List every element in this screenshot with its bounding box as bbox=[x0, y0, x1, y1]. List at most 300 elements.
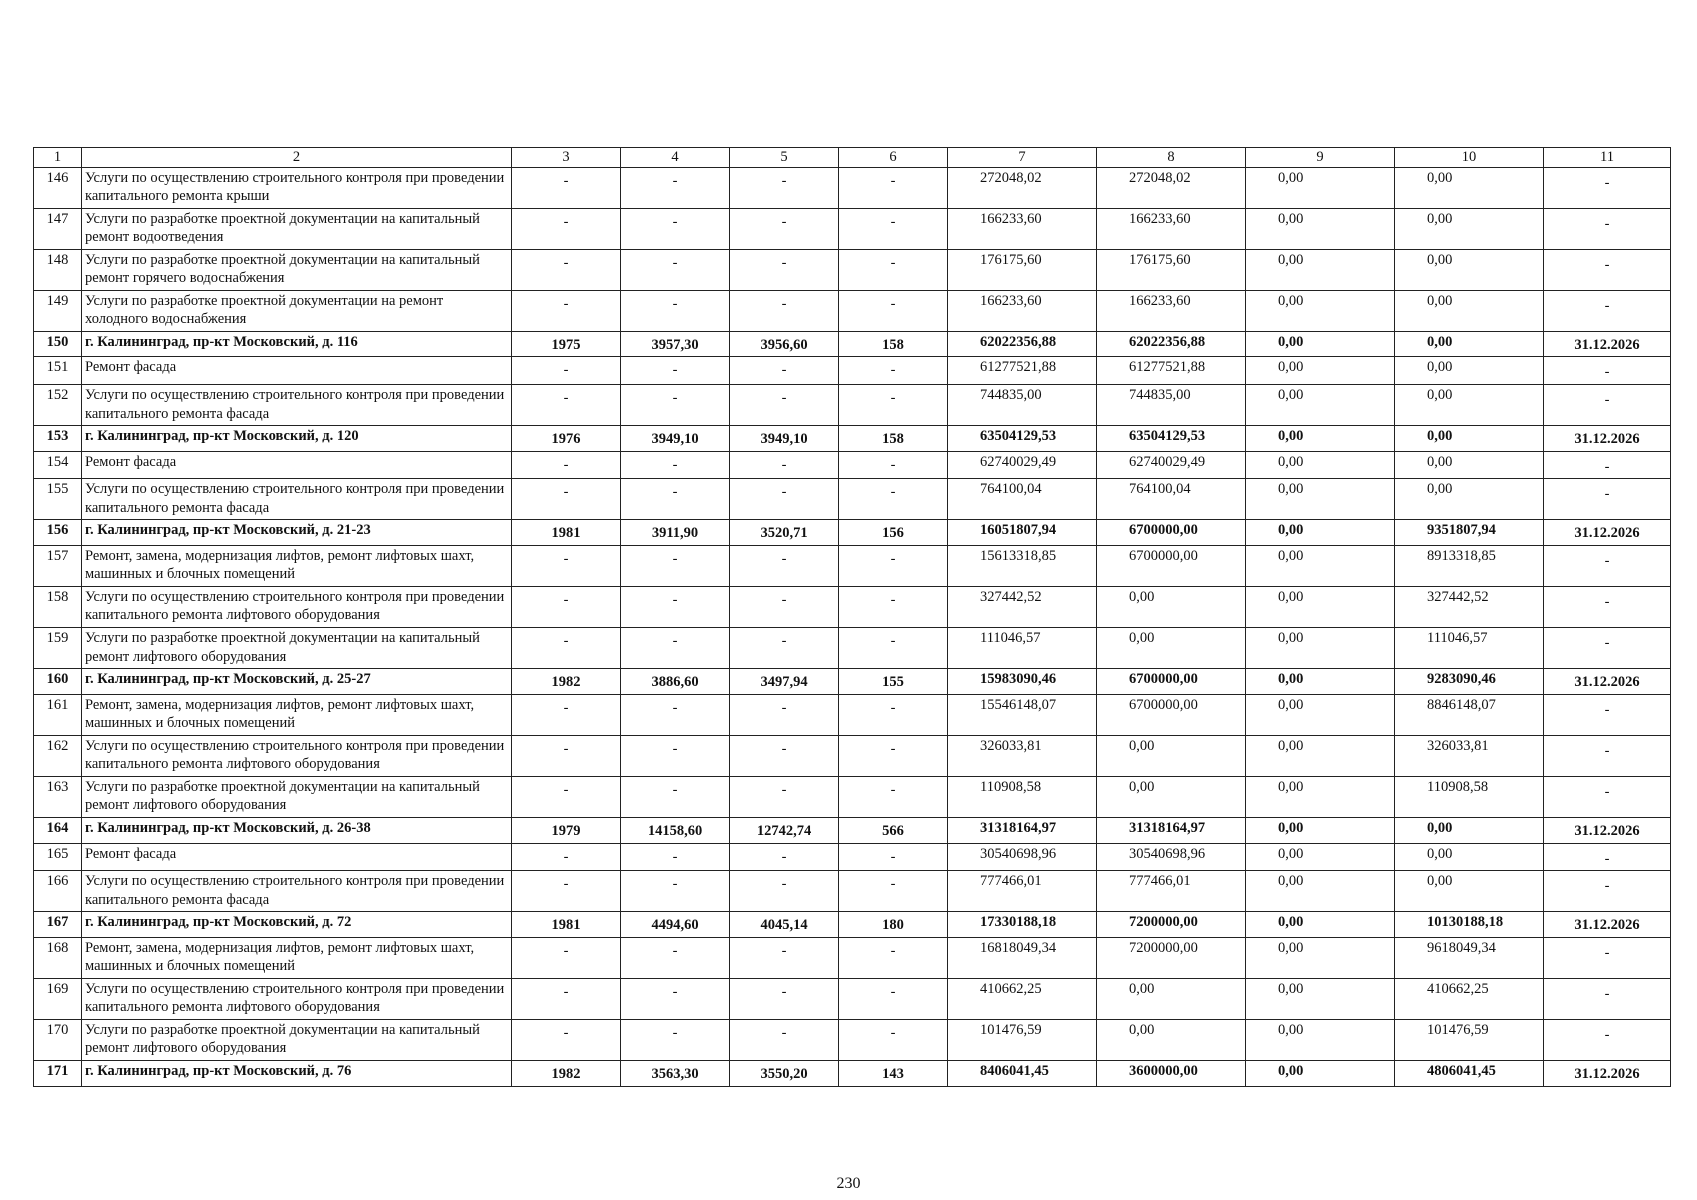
col-7-cell: 764100,04 bbox=[948, 479, 1097, 520]
col-10-cell: 0,00 bbox=[1395, 451, 1544, 479]
col-7-cell: 31318164,97 bbox=[948, 817, 1097, 843]
col-6-cell: 566 bbox=[839, 817, 948, 843]
row-number-cell: 168 bbox=[34, 937, 82, 978]
col-6-cell: - bbox=[839, 545, 948, 586]
item-name-cell: г. Калининград, пр-кт Московский, д. 26-38 bbox=[82, 817, 512, 843]
item-name-cell: Ремонт фасада bbox=[82, 357, 512, 385]
address-row bbox=[34, 817, 1671, 843]
row-number-cell: 163 bbox=[34, 776, 82, 817]
column-header: 7 bbox=[948, 148, 1097, 168]
col-6-cell: 180 bbox=[839, 912, 948, 938]
col-11-cell: - bbox=[1544, 776, 1671, 817]
col-5-cell: - bbox=[730, 871, 839, 912]
col-7-cell: 166233,60 bbox=[948, 208, 1097, 249]
col-4-cell: - bbox=[621, 694, 730, 735]
col-6-cell: 155 bbox=[839, 669, 948, 695]
col-10-cell: 0,00 bbox=[1395, 426, 1544, 452]
col-3-cell: 1976 bbox=[512, 426, 621, 452]
col-4-cell: - bbox=[621, 385, 730, 426]
col-11-cell: - bbox=[1544, 1019, 1671, 1060]
col-9-cell: 0,00 bbox=[1246, 628, 1395, 669]
col-8-cell: 166233,60 bbox=[1097, 290, 1246, 331]
col-7-cell: 327442,52 bbox=[948, 586, 1097, 627]
row-number-cell: 156 bbox=[34, 520, 82, 546]
row-number-cell: 149 bbox=[34, 290, 82, 331]
col-10-cell: 110908,58 bbox=[1395, 776, 1544, 817]
col-6-cell: 158 bbox=[839, 331, 948, 357]
row-number-cell: 146 bbox=[34, 167, 82, 208]
address-row bbox=[34, 1060, 1671, 1086]
col-6-cell: 156 bbox=[839, 520, 948, 546]
col-11-cell: - bbox=[1544, 545, 1671, 586]
col-7-cell: 17330188,18 bbox=[948, 912, 1097, 938]
col-9-cell: 0,00 bbox=[1246, 871, 1395, 912]
col-4-cell: - bbox=[621, 843, 730, 871]
item-name-cell: г. Калининград, пр-кт Московский, д. 76 bbox=[82, 1060, 512, 1086]
work-item-row bbox=[34, 1019, 1671, 1060]
item-name-cell: Услуги по осуществлению строительного контроля при проведении капитального ремонта фасада bbox=[82, 479, 512, 520]
row-number-cell: 155 bbox=[34, 479, 82, 520]
work-item-row bbox=[34, 735, 1671, 776]
column-header: 2 bbox=[82, 148, 512, 168]
col-3-cell: - bbox=[512, 208, 621, 249]
col-9-cell: 0,00 bbox=[1246, 912, 1395, 938]
col-5-cell: - bbox=[730, 249, 839, 290]
col-5-cell: 3956,60 bbox=[730, 331, 839, 357]
row-number-cell: 159 bbox=[34, 628, 82, 669]
item-name-cell: Ремонт фасада bbox=[82, 451, 512, 479]
col-6-cell: - bbox=[839, 978, 948, 1019]
col-9-cell: 0,00 bbox=[1246, 208, 1395, 249]
work-item-row bbox=[34, 776, 1671, 817]
col-11-cell: - bbox=[1544, 871, 1671, 912]
col-11-cell: - bbox=[1544, 735, 1671, 776]
col-9-cell: 0,00 bbox=[1246, 545, 1395, 586]
col-10-cell: 0,00 bbox=[1395, 871, 1544, 912]
col-10-cell: 9283090,46 bbox=[1395, 669, 1544, 695]
col-5-cell: - bbox=[730, 290, 839, 331]
col-5-cell: - bbox=[730, 545, 839, 586]
col-5-cell: 3520,71 bbox=[730, 520, 839, 546]
col-10-cell: 0,00 bbox=[1395, 479, 1544, 520]
work-item-row bbox=[34, 451, 1671, 479]
work-item-row bbox=[34, 290, 1671, 331]
col-10-cell: 0,00 bbox=[1395, 843, 1544, 871]
col-4-cell: - bbox=[621, 628, 730, 669]
work-item-row bbox=[34, 385, 1671, 426]
col-4-cell: - bbox=[621, 290, 730, 331]
col-10-cell: 8846148,07 bbox=[1395, 694, 1544, 735]
col-7-cell: 110908,58 bbox=[948, 776, 1097, 817]
col-3-cell: 1982 bbox=[512, 1060, 621, 1086]
col-8-cell: 0,00 bbox=[1097, 628, 1246, 669]
col-9-cell: 0,00 bbox=[1246, 290, 1395, 331]
row-number-cell: 169 bbox=[34, 978, 82, 1019]
col-8-cell: 62740029,49 bbox=[1097, 451, 1246, 479]
col-10-cell: 0,00 bbox=[1395, 331, 1544, 357]
col-6-cell: - bbox=[839, 479, 948, 520]
col-10-cell: 101476,59 bbox=[1395, 1019, 1544, 1060]
row-number-cell: 151 bbox=[34, 357, 82, 385]
col-7-cell: 63504129,53 bbox=[948, 426, 1097, 452]
col-9-cell: 0,00 bbox=[1246, 479, 1395, 520]
row-number-cell: 158 bbox=[34, 586, 82, 627]
row-number-cell: 170 bbox=[34, 1019, 82, 1060]
col-5-cell: 3497,94 bbox=[730, 669, 839, 695]
col-3-cell: - bbox=[512, 843, 621, 871]
col-4-cell: 3949,10 bbox=[621, 426, 730, 452]
row-number-cell: 171 bbox=[34, 1060, 82, 1086]
col-6-cell: - bbox=[839, 843, 948, 871]
col-8-cell: 62022356,88 bbox=[1097, 331, 1246, 357]
col-7-cell: 326033,81 bbox=[948, 735, 1097, 776]
work-item-row bbox=[34, 871, 1671, 912]
col-10-cell: 0,00 bbox=[1395, 167, 1544, 208]
col-8-cell: 31318164,97 bbox=[1097, 817, 1246, 843]
col-3-cell: - bbox=[512, 1019, 621, 1060]
col-9-cell: 0,00 bbox=[1246, 776, 1395, 817]
col-10-cell: 8913318,85 bbox=[1395, 545, 1544, 586]
col-10-cell: 0,00 bbox=[1395, 385, 1544, 426]
work-item-row bbox=[34, 357, 1671, 385]
col-9-cell: 0,00 bbox=[1246, 843, 1395, 871]
col-5-cell: - bbox=[730, 843, 839, 871]
column-header: 3 bbox=[512, 148, 621, 168]
item-name-cell: г. Калининград, пр-кт Московский, д. 116 bbox=[82, 331, 512, 357]
column-header: 1 bbox=[34, 148, 82, 168]
col-8-cell: 777466,01 bbox=[1097, 871, 1246, 912]
item-name-cell: Услуги по разработке проектной документации на ремонт холодного водоснабжения bbox=[82, 290, 512, 331]
col-7-cell: 176175,60 bbox=[948, 249, 1097, 290]
col-11-cell: - bbox=[1544, 628, 1671, 669]
col-5-cell: - bbox=[730, 937, 839, 978]
col-6-cell: 143 bbox=[839, 1060, 948, 1086]
column-header: 5 bbox=[730, 148, 839, 168]
col-9-cell: 0,00 bbox=[1246, 249, 1395, 290]
work-item-row bbox=[34, 937, 1671, 978]
col-10-cell: 327442,52 bbox=[1395, 586, 1544, 627]
col-10-cell: 10130188,18 bbox=[1395, 912, 1544, 938]
col-7-cell: 272048,02 bbox=[948, 167, 1097, 208]
col-9-cell: 0,00 bbox=[1246, 937, 1395, 978]
item-name-cell: г. Калининград, пр-кт Московский, д. 21-23 bbox=[82, 520, 512, 546]
col-11-cell: - bbox=[1544, 586, 1671, 627]
col-4-cell: - bbox=[621, 735, 730, 776]
col-6-cell: - bbox=[839, 451, 948, 479]
col-5-cell: - bbox=[730, 208, 839, 249]
col-5-cell: - bbox=[730, 451, 839, 479]
row-number-cell: 152 bbox=[34, 385, 82, 426]
work-item-row bbox=[34, 545, 1671, 586]
address-row bbox=[34, 669, 1671, 695]
col-4-cell: - bbox=[621, 586, 730, 627]
item-name-cell: Услуги по разработке проектной документации на капитальный ремонт лифтового оборудования bbox=[82, 628, 512, 669]
item-name-cell: Услуги по осуществлению строительного контроля при проведении капитального ремонта фасада bbox=[82, 385, 512, 426]
col-10-cell: 0,00 bbox=[1395, 817, 1544, 843]
col-3-cell: - bbox=[512, 776, 621, 817]
col-11-cell: - bbox=[1544, 249, 1671, 290]
col-3-cell: - bbox=[512, 249, 621, 290]
col-5-cell: - bbox=[730, 776, 839, 817]
row-number-cell: 164 bbox=[34, 817, 82, 843]
col-5-cell: - bbox=[730, 1019, 839, 1060]
col-8-cell: 764100,04 bbox=[1097, 479, 1246, 520]
item-name-cell: Услуги по разработке проектной документации на капитальный ремонт горячего водоснабжения bbox=[82, 249, 512, 290]
col-6-cell: - bbox=[839, 208, 948, 249]
col-3-cell: 1981 bbox=[512, 912, 621, 938]
col-6-cell: - bbox=[839, 871, 948, 912]
col-8-cell: 166233,60 bbox=[1097, 208, 1246, 249]
col-4-cell: - bbox=[621, 978, 730, 1019]
col-8-cell: 0,00 bbox=[1097, 735, 1246, 776]
row-number-cell: 153 bbox=[34, 426, 82, 452]
col-5-cell: - bbox=[730, 385, 839, 426]
row-number-cell: 150 bbox=[34, 331, 82, 357]
col-3-cell: - bbox=[512, 694, 621, 735]
item-name-cell: Ремонт, замена, модернизация лифтов, ремонт лифтовых шахт, машинных и блочных помещений bbox=[82, 545, 512, 586]
address-row bbox=[34, 331, 1671, 357]
item-name-cell: Услуги по разработке проектной документации на капитальный ремонт лифтового оборудования bbox=[82, 1019, 512, 1060]
col-11-cell: - bbox=[1544, 385, 1671, 426]
col-7-cell: 16051807,94 bbox=[948, 520, 1097, 546]
col-11-cell: - bbox=[1544, 357, 1671, 385]
item-name-cell: г. Калининград, пр-кт Московский, д. 25-27 bbox=[82, 669, 512, 695]
col-7-cell: 410662,25 bbox=[948, 978, 1097, 1019]
col-11-cell: 31.12.2026 bbox=[1544, 912, 1671, 938]
col-6-cell: - bbox=[839, 628, 948, 669]
col-4-cell: - bbox=[621, 167, 730, 208]
col-10-cell: 0,00 bbox=[1395, 357, 1544, 385]
col-11-cell: - bbox=[1544, 978, 1671, 1019]
col-7-cell: 8406041,45 bbox=[948, 1060, 1097, 1086]
work-item-row bbox=[34, 586, 1671, 627]
col-9-cell: 0,00 bbox=[1246, 978, 1395, 1019]
col-11-cell: - bbox=[1544, 290, 1671, 331]
col-7-cell: 777466,01 bbox=[948, 871, 1097, 912]
col-8-cell: 6700000,00 bbox=[1097, 520, 1246, 546]
col-4-cell: - bbox=[621, 249, 730, 290]
col-9-cell: 0,00 bbox=[1246, 167, 1395, 208]
address-row bbox=[34, 426, 1671, 452]
col-9-cell: 0,00 bbox=[1246, 331, 1395, 357]
col-4-cell: - bbox=[621, 208, 730, 249]
col-6-cell: - bbox=[839, 586, 948, 627]
item-name-cell: Услуги по осуществлению строительного контроля при проведении капитального ремонта фасада bbox=[82, 871, 512, 912]
col-3-cell: - bbox=[512, 479, 621, 520]
row-number-cell: 160 bbox=[34, 669, 82, 695]
repair-plan-table bbox=[33, 147, 1671, 1087]
col-5-cell: - bbox=[730, 978, 839, 1019]
col-8-cell: 0,00 bbox=[1097, 1019, 1246, 1060]
col-10-cell: 326033,81 bbox=[1395, 735, 1544, 776]
col-8-cell: 272048,02 bbox=[1097, 167, 1246, 208]
col-5-cell: 12742,74 bbox=[730, 817, 839, 843]
col-9-cell: 0,00 bbox=[1246, 1060, 1395, 1086]
column-header: 10 bbox=[1395, 148, 1544, 168]
col-5-cell: - bbox=[730, 357, 839, 385]
col-7-cell: 101476,59 bbox=[948, 1019, 1097, 1060]
col-3-cell: - bbox=[512, 937, 621, 978]
col-6-cell: - bbox=[839, 290, 948, 331]
col-3-cell: - bbox=[512, 545, 621, 586]
col-5-cell: - bbox=[730, 586, 839, 627]
col-7-cell: 61277521,88 bbox=[948, 357, 1097, 385]
col-8-cell: 3600000,00 bbox=[1097, 1060, 1246, 1086]
work-item-row bbox=[34, 843, 1671, 871]
col-9-cell: 0,00 bbox=[1246, 735, 1395, 776]
item-name-cell: Услуги по осуществлению строительного контроля при проведении капитального ремонта крыши bbox=[82, 167, 512, 208]
col-6-cell: - bbox=[839, 735, 948, 776]
col-9-cell: 0,00 bbox=[1246, 451, 1395, 479]
col-7-cell: 16818049,34 bbox=[948, 937, 1097, 978]
col-8-cell: 6700000,00 bbox=[1097, 694, 1246, 735]
item-name-cell: Услуги по разработке проектной документации на капитальный ремонт водоотведения bbox=[82, 208, 512, 249]
col-8-cell: 0,00 bbox=[1097, 586, 1246, 627]
col-10-cell: 111046,57 bbox=[1395, 628, 1544, 669]
col-4-cell: 3886,60 bbox=[621, 669, 730, 695]
col-7-cell: 166233,60 bbox=[948, 290, 1097, 331]
col-3-cell: - bbox=[512, 167, 621, 208]
col-11-cell: - bbox=[1544, 937, 1671, 978]
col-3-cell: - bbox=[512, 357, 621, 385]
col-9-cell: 0,00 bbox=[1246, 357, 1395, 385]
col-5-cell: - bbox=[730, 167, 839, 208]
item-name-cell: Услуги по разработке проектной документации на капитальный ремонт лифтового оборудования bbox=[82, 776, 512, 817]
col-4-cell: 3563,30 bbox=[621, 1060, 730, 1086]
item-name-cell: Услуги по осуществлению строительного контроля при проведении капитального ремонта лифтового оборудования bbox=[82, 586, 512, 627]
col-6-cell: - bbox=[839, 167, 948, 208]
col-7-cell: 62022356,88 bbox=[948, 331, 1097, 357]
col-3-cell: - bbox=[512, 871, 621, 912]
item-name-cell: г. Калининград, пр-кт Московский, д. 72 bbox=[82, 912, 512, 938]
row-number-cell: 161 bbox=[34, 694, 82, 735]
col-11-cell: - bbox=[1544, 479, 1671, 520]
col-6-cell: - bbox=[839, 776, 948, 817]
col-3-cell: 1975 bbox=[512, 331, 621, 357]
col-3-cell: - bbox=[512, 586, 621, 627]
item-name-cell: Ремонт, замена, модернизация лифтов, ремонт лифтовых шахт, машинных и блочных помещений bbox=[82, 694, 512, 735]
row-number-cell: 157 bbox=[34, 545, 82, 586]
col-11-cell: 31.12.2026 bbox=[1544, 331, 1671, 357]
col-8-cell: 0,00 bbox=[1097, 978, 1246, 1019]
address-row bbox=[34, 520, 1671, 546]
col-5-cell: - bbox=[730, 735, 839, 776]
col-4-cell: 3911,90 bbox=[621, 520, 730, 546]
col-9-cell: 0,00 bbox=[1246, 817, 1395, 843]
column-number-row bbox=[34, 148, 1671, 168]
col-3-cell: 1981 bbox=[512, 520, 621, 546]
col-10-cell: 0,00 bbox=[1395, 208, 1544, 249]
col-5-cell: - bbox=[730, 628, 839, 669]
col-7-cell: 62740029,49 bbox=[948, 451, 1097, 479]
col-3-cell: - bbox=[512, 385, 621, 426]
item-name-cell: Ремонт, замена, модернизация лифтов, ремонт лифтовых шахт, машинных и блочных помещений bbox=[82, 937, 512, 978]
col-6-cell: - bbox=[839, 357, 948, 385]
col-6-cell: - bbox=[839, 249, 948, 290]
col-11-cell: - bbox=[1544, 208, 1671, 249]
col-7-cell: 744835,00 bbox=[948, 385, 1097, 426]
col-6-cell: - bbox=[839, 385, 948, 426]
row-number-cell: 167 bbox=[34, 912, 82, 938]
col-3-cell: - bbox=[512, 735, 621, 776]
col-9-cell: 0,00 bbox=[1246, 426, 1395, 452]
col-11-cell: - bbox=[1544, 167, 1671, 208]
col-4-cell: - bbox=[621, 357, 730, 385]
col-7-cell: 15613318,85 bbox=[948, 545, 1097, 586]
work-item-row bbox=[34, 628, 1671, 669]
col-9-cell: 0,00 bbox=[1246, 586, 1395, 627]
col-10-cell: 4806041,45 bbox=[1395, 1060, 1544, 1086]
col-9-cell: 0,00 bbox=[1246, 520, 1395, 546]
col-5-cell: - bbox=[730, 479, 839, 520]
col-3-cell: - bbox=[512, 628, 621, 669]
col-3-cell: 1982 bbox=[512, 669, 621, 695]
address-row bbox=[34, 912, 1671, 938]
column-header: 6 bbox=[839, 148, 948, 168]
column-header: 4 bbox=[621, 148, 730, 168]
col-3-cell: - bbox=[512, 451, 621, 479]
item-name-cell: Услуги по осуществлению строительного контроля при проведении капитального ремонта лифтового оборудования bbox=[82, 735, 512, 776]
row-number-cell: 154 bbox=[34, 451, 82, 479]
col-8-cell: 6700000,00 bbox=[1097, 545, 1246, 586]
col-9-cell: 0,00 bbox=[1246, 694, 1395, 735]
col-4-cell: - bbox=[621, 1019, 730, 1060]
work-item-row bbox=[34, 249, 1671, 290]
item-name-cell: г. Калининград, пр-кт Московский, д. 120 bbox=[82, 426, 512, 452]
column-header: 9 bbox=[1246, 148, 1395, 168]
work-item-row bbox=[34, 208, 1671, 249]
col-8-cell: 6700000,00 bbox=[1097, 669, 1246, 695]
work-item-row bbox=[34, 694, 1671, 735]
col-4-cell: - bbox=[621, 776, 730, 817]
col-11-cell: 31.12.2026 bbox=[1544, 817, 1671, 843]
item-name-cell: Ремонт фасада bbox=[82, 843, 512, 871]
col-8-cell: 63504129,53 bbox=[1097, 426, 1246, 452]
col-3-cell: 1979 bbox=[512, 817, 621, 843]
col-11-cell: 31.12.2026 bbox=[1544, 520, 1671, 546]
col-10-cell: 0,00 bbox=[1395, 249, 1544, 290]
col-9-cell: 0,00 bbox=[1246, 1019, 1395, 1060]
col-4-cell: - bbox=[621, 479, 730, 520]
row-number-cell: 162 bbox=[34, 735, 82, 776]
col-4-cell: 3957,30 bbox=[621, 331, 730, 357]
col-5-cell: 3550,20 bbox=[730, 1060, 839, 1086]
col-10-cell: 9618049,34 bbox=[1395, 937, 1544, 978]
col-7-cell: 30540698,96 bbox=[948, 843, 1097, 871]
col-4-cell: - bbox=[621, 545, 730, 586]
col-11-cell: 31.12.2026 bbox=[1544, 669, 1671, 695]
col-6-cell: - bbox=[839, 1019, 948, 1060]
col-11-cell: - bbox=[1544, 694, 1671, 735]
work-item-row bbox=[34, 978, 1671, 1019]
page-number: 230 bbox=[836, 1175, 861, 1192]
column-header: 11 bbox=[1544, 148, 1671, 168]
row-number-cell: 165 bbox=[34, 843, 82, 871]
col-6-cell: - bbox=[839, 937, 948, 978]
col-3-cell: - bbox=[512, 978, 621, 1019]
col-8-cell: 30540698,96 bbox=[1097, 843, 1246, 871]
col-11-cell: 31.12.2026 bbox=[1544, 426, 1671, 452]
col-9-cell: 0,00 bbox=[1246, 385, 1395, 426]
col-7-cell: 15546148,07 bbox=[948, 694, 1097, 735]
row-number-cell: 147 bbox=[34, 208, 82, 249]
col-11-cell: - bbox=[1544, 451, 1671, 479]
col-8-cell: 0,00 bbox=[1097, 776, 1246, 817]
col-4-cell: 14158,60 bbox=[621, 817, 730, 843]
col-11-cell: 31.12.2026 bbox=[1544, 1060, 1671, 1086]
col-6-cell: - bbox=[839, 694, 948, 735]
col-7-cell: 15983090,46 bbox=[948, 669, 1097, 695]
